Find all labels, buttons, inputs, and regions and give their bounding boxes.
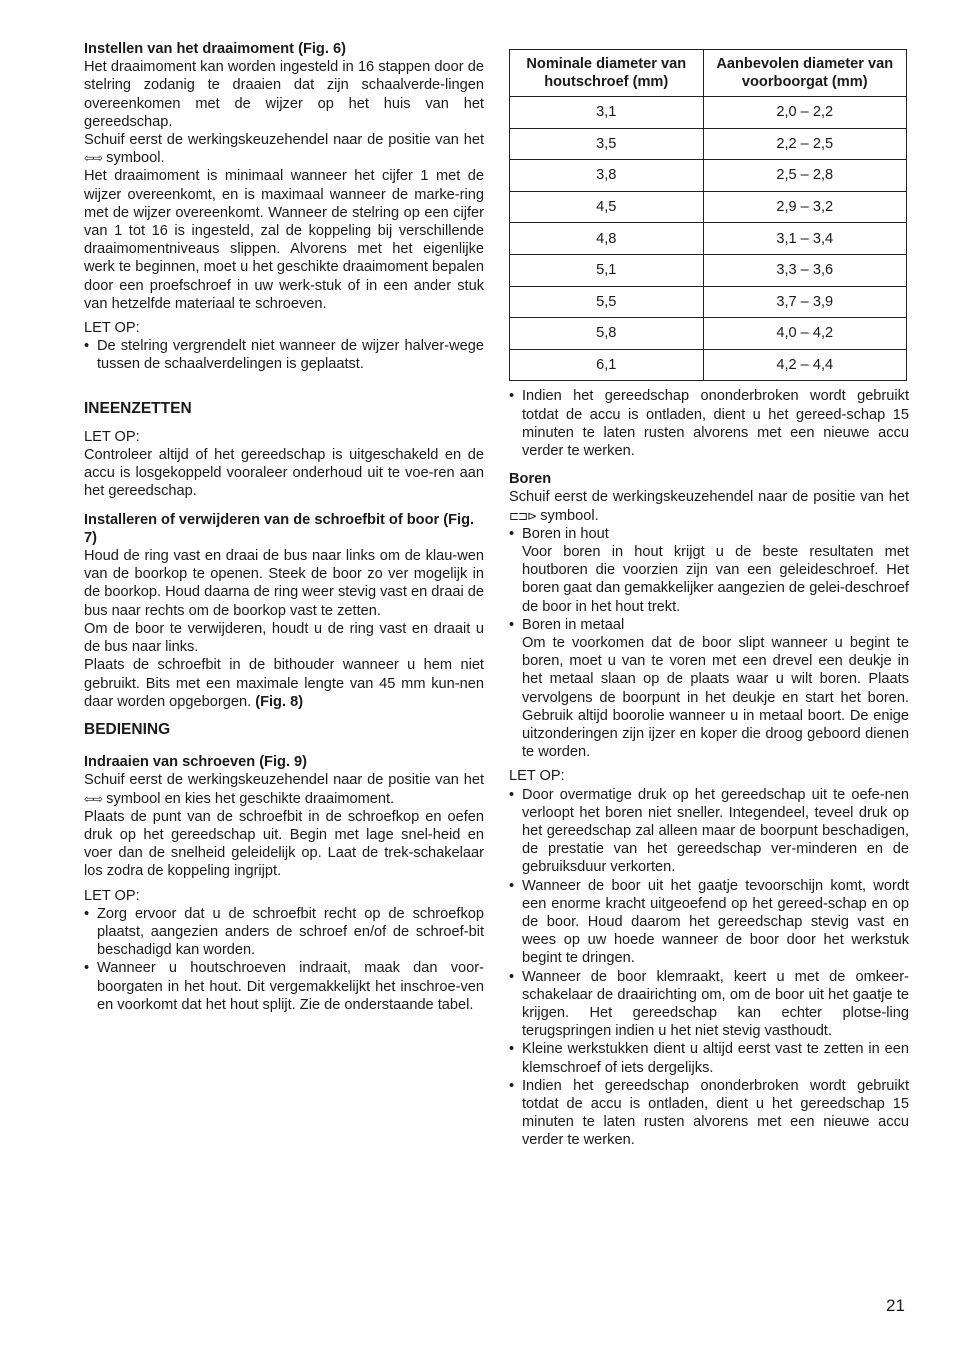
table-header-screw-diameter: Nominale diameter van houtschroef (mm): [510, 50, 704, 97]
table-header-pilot-diameter: Aanbevolen diameter van voorboorgat (mm): [703, 50, 907, 97]
table-cell: 4,8: [510, 223, 704, 255]
paragraph-install-3: [84, 656, 484, 711]
paragraph-screwing-1: [84, 771, 484, 807]
table-row: [510, 128, 907, 160]
table-cell: 3,1: [510, 97, 704, 129]
table-row: [510, 97, 907, 129]
right-column: [509, 49, 909, 1150]
paragraph-screwing-2: Plaats de punt van de schroefbit in de schroefkop en oefen druk op het gereedschap uit. Begin met lage snel-heid en voer dan de snelheid geleidelijk op. Laat de trek-schakelaar los zodra de koppeling ingrijpt.: [84, 808, 484, 880]
figure-reference: (Fig. 8): [255, 693, 304, 710]
note-list: [509, 387, 909, 460]
text-fragment: symbool.: [106, 150, 165, 167]
table-row: [510, 160, 907, 192]
paragraph-install-1: Houd de ring vast en draai de bus naar links om de klau-wen van de boorkop te openen. Steek de boor zo ver mogelijk in de boorkop. Houd daarna de ring weer stevig vast en draai de bus naar rechts om de boorkop vast te zetten.: [84, 548, 484, 619]
note-item: • Indien het gereedschap ononderbroken wordt gebruikt totdat de accu is ontladen, dient u het gereedschap 15 minuten te laten rusten alvorens met een nieuwe accu verder te werken.: [509, 1077, 909, 1150]
heading-torque-setting: Instellen van het draaimoment (Fig. 6): [84, 41, 346, 57]
paragraph-drilling-1: [509, 488, 909, 524]
table-row: [510, 349, 907, 381]
note-label: LET OP:: [509, 768, 565, 785]
text-fragment: Schuif eerst de werkingskeuzehendel naar de positie van het: [509, 489, 909, 506]
table-cell: 3,8: [510, 160, 704, 192]
heading-install-bit: Installeren of verwijderen van de schroefbit of boor (Fig. 7): [84, 511, 475, 546]
table-cell: 5,1: [510, 254, 704, 286]
list-item: [509, 525, 909, 616]
note-item: • Zorg ervoor dat u de schroefbit recht op de schroefkop plaatst, aangezien anders de schroef en/of de schroef-bit beschadigd kan worden.: [84, 905, 484, 960]
heading-screwing: Indraaien van schroeven (Fig. 9): [84, 754, 308, 771]
table-cell: 2,0 – 2,2: [703, 97, 907, 129]
pilot-hole-table: [509, 49, 907, 381]
table-cell: 2,2 – 2,5: [703, 128, 907, 160]
table-row: [510, 254, 907, 286]
table-cell: 4,0 – 4,2: [703, 318, 907, 350]
note-list: [84, 337, 484, 373]
paragraph-install-2: Om de boor te verwijderen, houdt u de ring vast en draait u de bus naar links.: [84, 620, 484, 656]
paragraph-torque-2: [84, 131, 484, 167]
table-row: [510, 286, 907, 318]
table-cell: 5,8: [510, 318, 704, 350]
table-row: [510, 318, 907, 350]
screwdriver-symbol-icon: ⇦⇨: [84, 151, 103, 166]
paragraph-assembly: Controleer altijd of het gereedschap is uitgeschakeld en de accu is losgekoppeld vooraleer onderhoud uit te voe-ren aan het gereedschap.: [84, 447, 484, 500]
table-cell: 3,1 – 3,4: [703, 223, 907, 255]
note-label: LET OP:: [84, 320, 140, 337]
heading-assembly: INEENZETTEN: [84, 399, 192, 417]
table-cell: 5,5: [510, 286, 704, 318]
note-item: • Indien het gereedschap ononderbroken wordt gebruikt totdat de accu is ontladen, dient u het gereed-schap 15 minuten te laten rusten alvorens met een nieuwe accu verder te werken.: [509, 387, 909, 460]
drilling-list: [509, 525, 909, 762]
note-list: [509, 786, 909, 1150]
note-label: LET OP:: [84, 887, 140, 904]
list-item: [509, 616, 909, 762]
paragraph-torque-1: Het draaimoment kan worden ingesteld in 16 stappen door de stelring zodanig te draaien dat zijn schaalverde-lingen overeenkomen met de wijzer op het huis van het gereedschap.: [84, 59, 484, 130]
table-cell: 3,7 – 3,9: [703, 286, 907, 318]
table-cell: 4,2 – 4,4: [703, 349, 907, 381]
table-row: [510, 191, 907, 223]
note-item: • Wanneer de boor klemraakt, keert u met de omkeer-schakelaar de draairichting om, om de boor uit het gaatje te krijgen. Het gereedschap kan echter plotse-ling terugspringen indien u het niet stevig vasthoudt.: [509, 968, 909, 1041]
list-item-text: Om te voorkomen dat de boor slipt wanneer u begint te boren, moet u van te voren met een drevel een deukje in het metaal slaan op de plaats waar u wilt boren. Plaats vervolgens de boorpunt in het deukje en start het boren. Gebruik altijd boorolie wanneer u in metaal boort. De enige uitzonderingen zijn ijzer en koper die droog geboord dienen te worden.: [522, 634, 909, 761]
heading-operation: BEDIENING: [84, 720, 171, 738]
note-list: [84, 905, 484, 1014]
note-item: • De stelring vergrendelt niet wanneer de wijzer halver-wege tussen de schaalverdelingen is geplaatst.: [84, 337, 484, 373]
text-fragment: Plaats de schroefbit in de bithouder wanneer u hem niet gebruikt. Bits met een maximale lengte van 45 mm kun-nen daar worden opgeborgen.: [84, 657, 484, 710]
note-label: LET OP:: [84, 428, 140, 445]
left-column: [84, 40, 484, 1014]
text-fragment: Schuif eerst de werkingskeuzehendel naar de positie van het: [84, 132, 484, 149]
text-fragment: symbool en kies het geschikte draaimoment.: [106, 790, 395, 807]
table-header-row: [510, 50, 907, 97]
note-item: • Kleine werkstukken dient u altijd eerst vast te zetten in een klemschroef of iets dergelijks.: [509, 1040, 909, 1076]
drill-symbol-icon: ⊏⊐⊳: [509, 508, 537, 523]
paragraph-torque-3: Het draaimoment is minimaal wanneer het cijfer 1 met de wijzer overeenkomt, en is maximaal wanneer de marke-ring met de wijzer overeenkomt. Wanneer de stelring op een cijfer van 1 tot 16 is ingesteld, zal de koppeling bij verschillende draaimomentniveaus slippen. Alvorens met het eigenlijke werk te beginnen, moet u het geschikte draaimoment bepalen door een proefschroef in uw werk-stuk of in een ander stuk van hetzelfde materiaal te schroeven.: [84, 168, 484, 312]
text-fragment: Schuif eerst de werkingskeuzehendel naar de positie van het: [84, 772, 484, 789]
table-cell: 4,5: [510, 191, 704, 223]
list-item-title: Boren in metaal: [522, 616, 625, 633]
screwdriver-symbol-icon: ⇦⇨: [84, 791, 103, 806]
note-item: • Wanneer de boor uit het gaatje tevoorschijn komt, wordt een enorme kracht uitgeoefend op het gereed-schap en op de boor. Houd daarom het gereedschap stevig vast en wees op uw hoede wanneer de boor door het werkstuk begint te dringen.: [509, 877, 909, 968]
note-item: • Door overmatige druk op het gereedschap uit te oefe-nen verloopt het boren niet sneller. Integendeel, teveel druk op het gereedschap zal alleen maar de boorpunt beschadigen, de prestatie van het gereedschap ver-minderen en de gebruiksduur verkorten.: [509, 786, 909, 877]
list-item-title: Boren in hout: [522, 525, 609, 542]
table-cell: 3,3 – 3,6: [703, 254, 907, 286]
text-fragment: symbool.: [540, 507, 599, 524]
list-item-text: Voor boren in hout krijgt u de beste resultaten met houtboren die voorzien zijn van een geleideschroef. Het boren gaat dan gemakkelijker aangezien de gelei-deschroef de boor in het hout trekt.: [522, 543, 909, 615]
page-number: 21: [886, 1296, 905, 1315]
note-item: • Wanneer u houtschroeven indraait, maak dan voor-boorgaten in het hout. Dit vergemakkelijkt het inschroe-ven en voorkomt dat het hout splijt. Zie de onderstaande tabel.: [84, 959, 484, 1014]
table-row: [510, 223, 907, 255]
table-cell: 2,5 – 2,8: [703, 160, 907, 192]
table-cell: 6,1: [510, 349, 704, 381]
table-cell: 2,9 – 3,2: [703, 191, 907, 223]
heading-drilling: Boren: [509, 471, 552, 488]
table-cell: 3,5: [510, 128, 704, 160]
